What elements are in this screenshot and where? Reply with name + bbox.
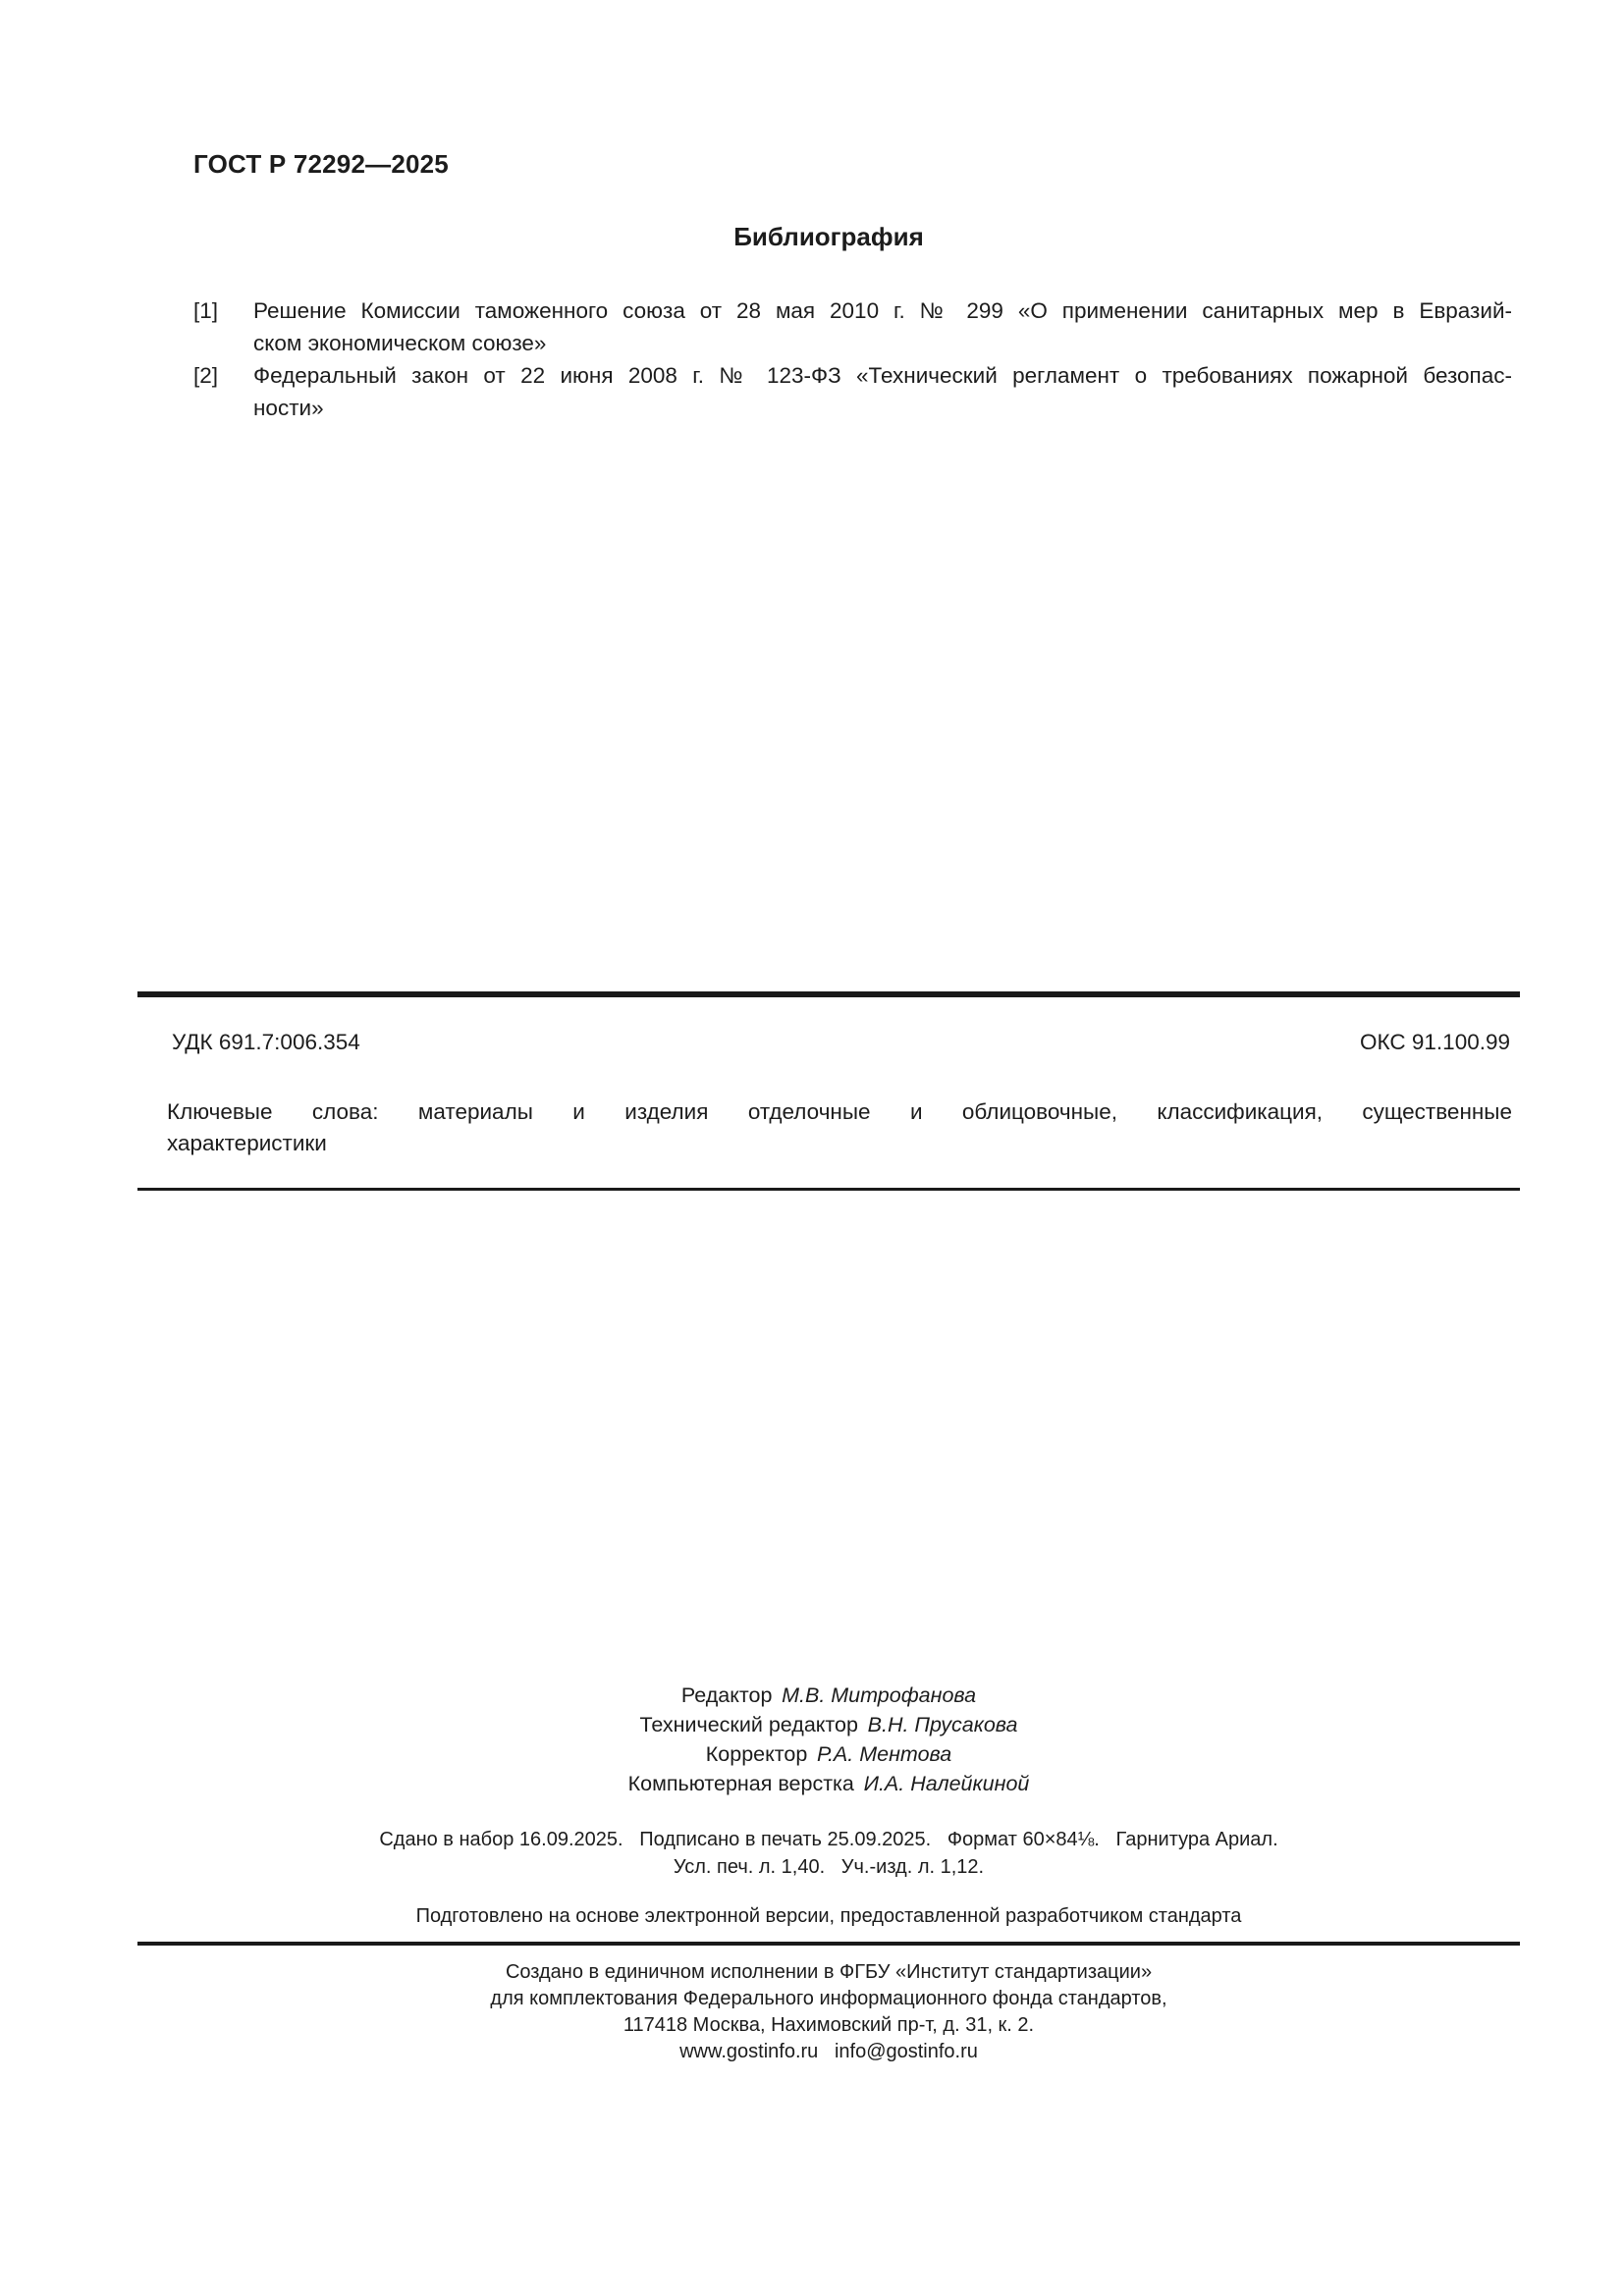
- doc-number: ГОСТ Р 72292—2025: [193, 149, 449, 179]
- horizontal-rule-top: [137, 991, 1520, 997]
- staff-role: Компьютерная верстка: [627, 1772, 854, 1795]
- colophon-line: Усл. печ. л. 1,40. Уч.-изд. л. 1,12.: [673, 1856, 985, 1878]
- keywords-paragraph: [167, 1096, 1512, 1159]
- staff-person-name: М.В. Митрофанова: [782, 1683, 977, 1707]
- staff-line: [137, 1769, 1520, 1798]
- bibliography-entry-line: Федеральный закон от 22 июня 2008 г. № 123-ФЗ «Технический регламент о требованиях пожарной безопас-: [253, 363, 1512, 388]
- horizontal-rule-footer: [137, 1942, 1520, 1946]
- bibliography-entry-line: ности»: [253, 396, 324, 420]
- oks-code: ОКС 91.100.99: [1360, 1030, 1510, 1054]
- bibliography-entry-line: Решение Комиссии таможенного союза от 28 мая 2010 г. № 299 «О применении санитарных мер в Евразий-: [253, 298, 1512, 323]
- staff-role: Технический редактор: [639, 1713, 858, 1736]
- bibliography-entry: [193, 359, 1512, 424]
- horizontal-rule-keywords: [137, 1188, 1520, 1191]
- publisher-line: Создано в единичном исполнении в ФГБУ «Институт стандартизации»: [505, 1961, 1153, 1983]
- keywords-line: Ключевые слова: материалы и изделия отделочные и облицовочные, классификация, существенные: [167, 1099, 1512, 1124]
- bibliography-entry: [193, 294, 1512, 359]
- bibliography-entry-number: [2]: [193, 363, 219, 388]
- staff-line: [137, 1739, 1520, 1769]
- bibliography-entry-text: [253, 294, 1512, 359]
- editorial-staff-block: [137, 1681, 1520, 1798]
- classification-codes-row: [172, 1030, 1510, 1055]
- section-title: Библиография: [733, 222, 924, 251]
- staff-line: [137, 1710, 1520, 1739]
- bibliography-list: [193, 294, 1512, 424]
- print-colophon: [137, 1826, 1520, 1881]
- publisher-contacts: www.gostinfo.ru info@gostinfo.ru: [679, 2041, 978, 2062]
- prepared-note: Подготовлено на основе электронной версии, предоставленной разработчиком стандарта: [415, 1905, 1242, 1927]
- staff-role: Редактор: [680, 1683, 773, 1707]
- staff-person-name: В.Н. Прусакова: [867, 1713, 1018, 1736]
- staff-role: Корректор: [705, 1742, 808, 1766]
- staff-person-name: Р.А. Ментова: [816, 1742, 952, 1766]
- bibliography-entry-line: ском экономическом союзе»: [253, 331, 547, 355]
- udk-code: УДК 691.7:006.354: [172, 1030, 360, 1054]
- bibliography-entry-text: [253, 359, 1512, 424]
- publisher-block: [137, 1959, 1520, 2065]
- keywords-line: характеристики: [167, 1131, 327, 1155]
- publisher-address: 117418 Москва, Нахимовский пр-т, д. 31, к. 2.: [623, 2014, 1035, 2036]
- staff-person-name: И.А. Налейкиной: [863, 1772, 1030, 1795]
- publisher-line: для комплектования Федерального информационного фонда стандартов,: [490, 1988, 1167, 2009]
- staff-line: [137, 1681, 1520, 1710]
- colophon-line: Сдано в набор 16.09.2025. Подписано в печать 25.09.2025. Формат 60×84⅛. Гарнитура Ариал.: [379, 1829, 1278, 1850]
- bibliography-entry-number: [1]: [193, 298, 219, 323]
